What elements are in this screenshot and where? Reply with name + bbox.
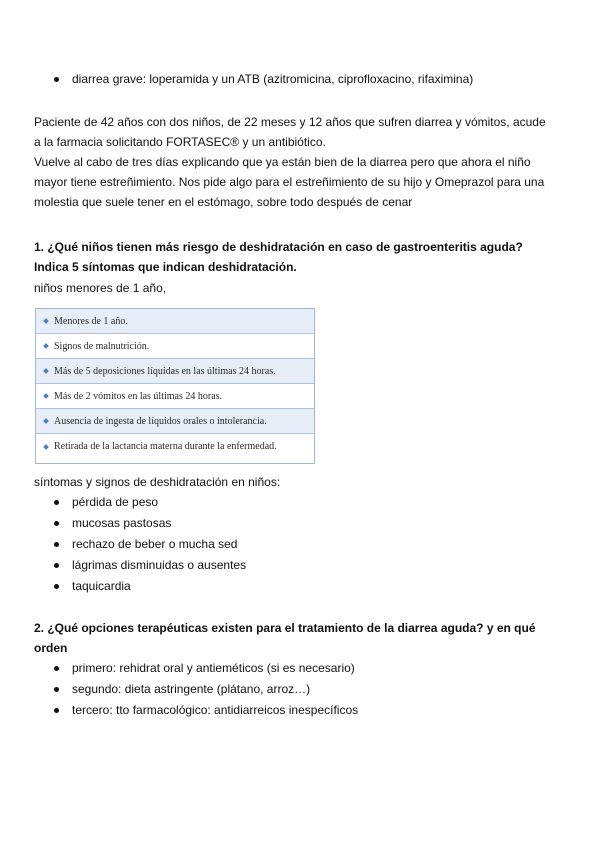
question-1-subtitle: Indica 5 síntomas que indican deshidratación.: [34, 260, 297, 274]
question-2-subtitle: orden: [34, 641, 68, 655]
risk-factors-table: [35, 308, 315, 464]
therapy-list: [53, 658, 358, 721]
table-row: Más de 5 deposiciones líquidas en las últimas 24 horas.: [36, 359, 314, 384]
question-1-heading: [34, 237, 523, 277]
diamond-bullet-icon: [43, 444, 49, 450]
diamond-bullet-icon: [43, 318, 49, 324]
list-item: rechazo de beber o mucha sed: [53, 534, 246, 555]
question-1-title: 1. ¿Qué niños tienen más riesgo de deshidratación en caso de gastroenteritis aguda?: [34, 240, 523, 254]
case-paragraph: [34, 112, 546, 212]
list-item: diarrea grave: loperamida y un ATB (azitromicina, ciprofloxacino, rifaximina): [53, 69, 473, 90]
case-line: a la farmacia solicitando FORTASEC® y un antibiótico.: [34, 135, 326, 149]
symptoms-list: [53, 492, 246, 597]
list-item: pérdida de peso: [53, 492, 246, 513]
list-item: segundo: dieta astringente (plátano, arroz…): [53, 679, 358, 700]
table-row: Más de 2 vómitos en las últimas 24 horas.: [36, 384, 314, 409]
list-item: tercero: tto farmacológico: antidiarreicos inespecíficos: [53, 700, 358, 721]
case-line: Vuelve al cabo de tres días explicando que ya están bien de la diarrea pero que ahora el niño: [34, 155, 531, 169]
case-line: mayor tiene estreñimiento. Nos pide algo para el estreñimiento de su hijo y Omeprazol para una: [34, 175, 545, 189]
list-item: primero: rehidrat oral y antieméticos (si es necesario): [53, 658, 358, 679]
table-row: Menores de 1 año.: [36, 309, 314, 334]
list-item: taquicardia: [53, 576, 246, 597]
table-row: Signos de malnutrición.: [36, 334, 314, 359]
case-line: molestia que suele tener en el estómago, sobre todo después de cenar: [34, 195, 413, 209]
case-line: Paciente de 42 años con dos niños, de 22 meses y 12 años que sufren diarrea y vómitos, acude: [34, 115, 546, 129]
diamond-bullet-icon: [43, 343, 49, 349]
table-row: Ausencia de ingesta de líquidos orales o intolerancia.: [36, 409, 314, 434]
top-bullet-list: [53, 69, 473, 90]
question-1-answer: niños menores de 1 año,: [34, 281, 167, 295]
diamond-bullet-icon: [43, 393, 49, 399]
question-2-title: 2. ¿Qué opciones terapéuticas existen para el tratamiento de la diarrea aguda? y en qué: [34, 621, 536, 635]
list-item: lágrimas disminuidas o ausentes: [53, 555, 246, 576]
question-2-heading: [34, 618, 536, 658]
diamond-bullet-icon: [43, 368, 49, 374]
list-item: mucosas pastosas: [53, 513, 246, 534]
table-row: Retirada de la lactancia materna durante la enfermedad.: [36, 434, 314, 459]
symptoms-title: síntomas y signos de deshidratación en niños:: [34, 475, 281, 489]
diamond-bullet-icon: [43, 418, 49, 424]
